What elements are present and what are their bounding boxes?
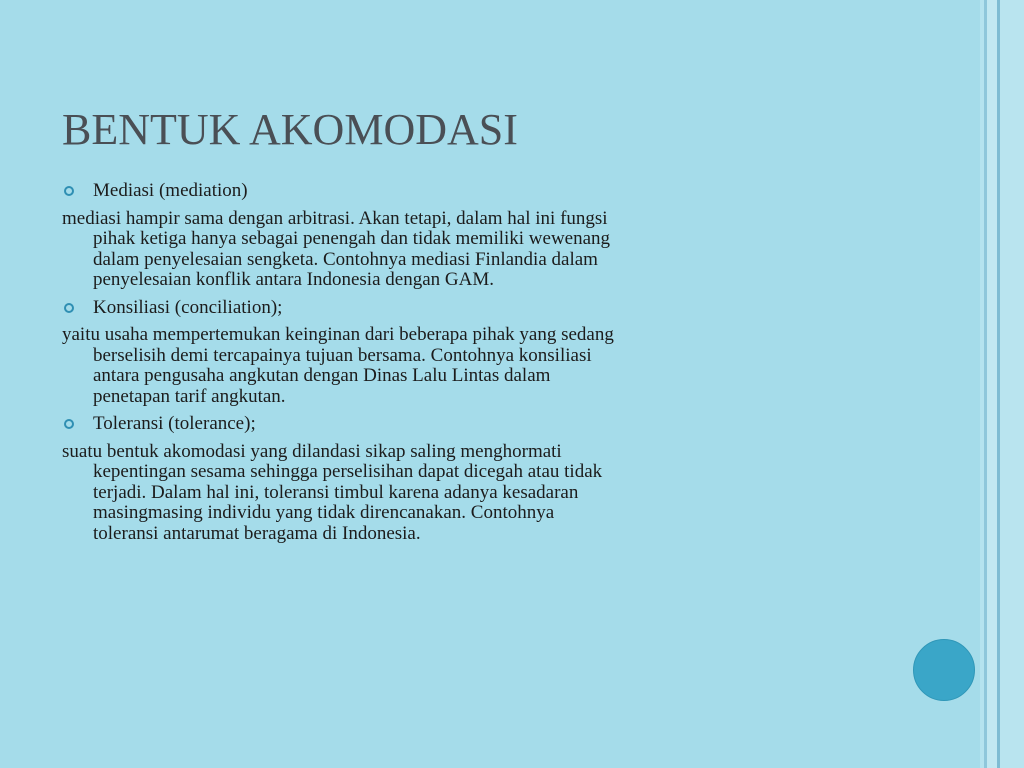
decorative-circle	[913, 639, 975, 701]
bullet-label: Toleransi (tolerance);	[93, 413, 256, 434]
paragraph: suatu bentuk akomodasi yang dilandasi sikap saling menghormati kepentingan sesama sehingga perselisihan dapat dicegah atau tidak terjadi. Dalam hal ini, toleransi timbul karena adanya kesadaran masingmasing individu yang tidak direncanakan. Contohnya toleransi antarumat beragama di Indonesia.	[62, 440, 603, 544]
slide-title: BENTUK AKOMODASI	[62, 105, 518, 154]
paragraph: mediasi hampir sama dengan arbitrasi. Akan tetapi, dalam hal ini fungsi pihak ketiga hanya sebagai penengah dan tidak memiliki wewenang dalam penyelesaian sengketa. Contohnya mediasi Finlandia dalam penyelesaian konflik antara Indonesia dengan GAM.	[62, 207, 611, 290]
bullet-label: Konsiliasi (conciliation);	[93, 296, 283, 318]
edge-stripe	[1000, 0, 1024, 768]
bullet-circle-icon	[64, 186, 74, 196]
slide-edge-decoration	[980, 0, 1024, 768]
paragraph: yaitu usaha mempertemukan keinginan dari beberapa pihak yang sedang berselisih demi tercapainya tujuan bersama. Contohnya konsiliasi antara pengusaha angkutan dengan Dinas Lalu Lintas dalam penetapan tarif angkutan.	[62, 324, 614, 407]
bullet-item	[62, 181, 622, 202]
bullet-circle-icon	[64, 419, 74, 429]
edge-stripe	[987, 0, 997, 768]
bullet-label: Mediasi (mediation)	[93, 180, 248, 201]
slide-body	[62, 181, 622, 551]
bullet-circle-icon	[64, 303, 74, 313]
bullet-item	[62, 414, 622, 435]
bullet-item	[62, 298, 622, 319]
